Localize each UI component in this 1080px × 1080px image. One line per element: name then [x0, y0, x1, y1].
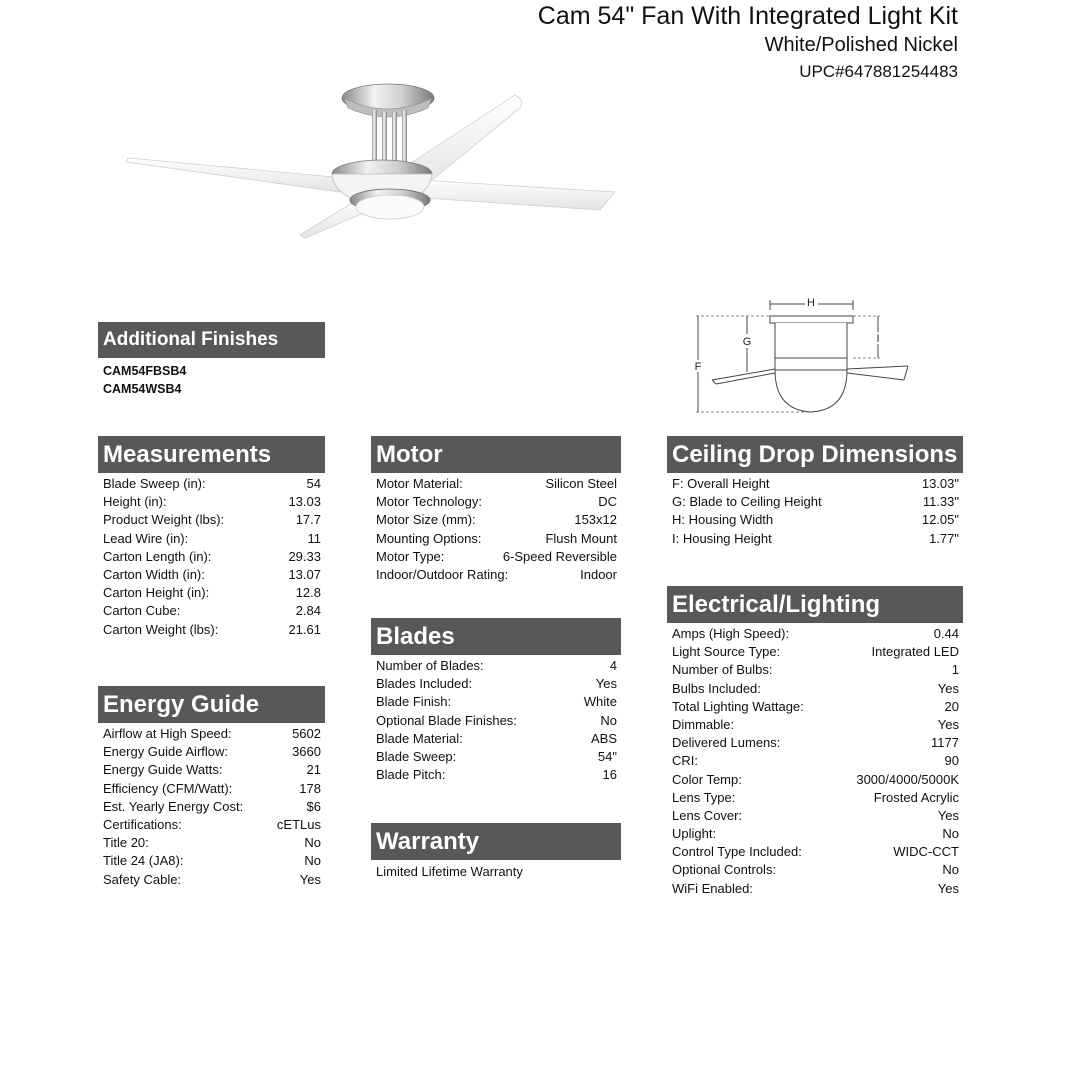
spec-label: Control Type Included: — [672, 844, 802, 860]
spec-value: 13.07 — [288, 566, 321, 582]
spec-row — [376, 548, 617, 566]
spec-value: cETLus — [276, 816, 321, 832]
spec-label: Title 24 (JA8): — [103, 853, 184, 869]
spec-value: Yes — [937, 716, 959, 732]
spec-row — [103, 871, 321, 889]
spec-label: Carton Height (in): — [103, 585, 210, 601]
spec-row — [672, 861, 959, 879]
spec-value: 4 — [609, 658, 617, 673]
spec-label: CRI: — [672, 753, 698, 769]
spec-value: No — [304, 853, 321, 869]
spec-value: 6-Speed Reversible — [502, 548, 617, 564]
section-heading: Additional Finishes — [98, 322, 325, 358]
section-heading: Blades — [371, 618, 621, 655]
warranty-text: Limited Lifetime Warranty — [376, 864, 523, 879]
spec-label: Blades Included: — [376, 676, 473, 692]
spec-value: Yes — [937, 807, 959, 823]
spec-value: Yes — [937, 880, 959, 896]
spec-value: 17.7 — [295, 512, 321, 528]
spec-row — [103, 602, 321, 620]
spec-value: 54" — [597, 748, 617, 764]
spec-row — [376, 511, 617, 529]
spec-row — [376, 566, 617, 584]
section-heading: Motor — [371, 436, 621, 473]
spec-value: 1 — [951, 662, 959, 678]
spec-value: 5602 — [292, 726, 321, 741]
spec-label: Lens Type: — [672, 789, 736, 805]
spec-row — [103, 780, 321, 798]
spec-row — [672, 698, 959, 716]
spec-value: Flush Mount — [545, 530, 617, 546]
spec-row — [672, 716, 959, 734]
electrical-lighting-section — [667, 586, 963, 898]
section-heading: Measurements — [98, 436, 325, 473]
spec-row — [103, 493, 321, 511]
spec-value: 0.44 — [933, 626, 959, 641]
spec-label: I: Housing Height — [672, 530, 772, 546]
spec-value: Frosted Acrylic — [873, 789, 959, 805]
spec-value: White — [583, 694, 617, 710]
spec-row — [672, 843, 959, 861]
spec-label: Blade Sweep (in): — [103, 476, 206, 491]
spec-label: Airflow at High Speed: — [103, 726, 232, 741]
section-heading: Electrical/Lighting — [667, 586, 963, 623]
spec-value: No — [942, 862, 959, 878]
spec-label: Carton Width (in): — [103, 566, 205, 582]
spec-row — [672, 493, 959, 511]
spec-row — [672, 734, 959, 752]
spec-label: Mounting Options: — [376, 530, 482, 546]
product-title: Cam 54" Fan With Integrated Light Kit — [537, 2, 958, 30]
diagram-label-f: F — [694, 361, 702, 373]
spec-label: Number of Blades: — [376, 658, 484, 673]
spec-label: Motor Technology: — [376, 494, 482, 510]
spec-label: Carton Length (in): — [103, 548, 212, 564]
spec-value: 13.03" — [921, 476, 959, 491]
spec-value: 16 — [602, 767, 617, 783]
spec-label: WiFi Enabled: — [672, 880, 753, 896]
spec-value: 20 — [944, 698, 959, 714]
spec-row — [376, 530, 617, 548]
spec-label: H: Housing Width — [672, 512, 774, 528]
spec-row — [672, 643, 959, 661]
spec-row — [376, 675, 617, 693]
spec-label: Blade Pitch: — [376, 767, 446, 783]
spec-label: Energy Guide Watts: — [103, 762, 223, 778]
spec-row — [103, 475, 321, 493]
diagram-label-h: H — [807, 297, 815, 309]
spec-label: Height (in): — [103, 494, 167, 510]
spec-value: No — [942, 826, 959, 842]
ceiling-drop-section — [667, 436, 963, 548]
spec-label: Motor Material: — [376, 476, 463, 491]
motor-section — [371, 436, 621, 584]
spec-value: 12.05" — [921, 512, 959, 528]
warranty-section — [371, 823, 621, 879]
spec-value: $6 — [306, 798, 321, 814]
spec-value: 153x12 — [574, 512, 617, 528]
spec-label: Carton Cube: — [103, 603, 181, 619]
spec-row — [376, 712, 617, 730]
spec-value: 178 — [299, 780, 321, 796]
spec-value: 3000/4000/5000K — [856, 771, 959, 787]
spec-label: Safety Cable: — [103, 871, 182, 887]
spec-value: 11 — [307, 530, 321, 546]
spec-row — [103, 584, 321, 602]
spec-label: Indoor/Outdoor Rating: — [376, 566, 509, 582]
spec-label: Carton Weight (lbs): — [103, 621, 219, 637]
spec-label: Optional Controls: — [672, 862, 777, 878]
spec-label: G: Blade to Ceiling Height — [672, 494, 822, 510]
spec-value: 11.33" — [922, 494, 959, 510]
spec-label: Uplight: — [672, 826, 717, 842]
spec-row — [376, 748, 617, 766]
spec-value: Indoor — [580, 566, 617, 582]
spec-label: Blade Material: — [376, 730, 463, 746]
spec-row — [103, 816, 321, 834]
spec-label: Lens Cover: — [672, 807, 743, 823]
spec-label: Amps (High Speed): — [672, 626, 790, 641]
spec-value: 1.77" — [929, 530, 959, 546]
spec-row — [376, 657, 617, 675]
product-upc: UPC#647881254483 — [799, 62, 958, 81]
spec-row — [672, 625, 959, 643]
spec-value: 2.84 — [295, 603, 321, 619]
spec-row — [376, 475, 617, 493]
spec-label: Efficiency (CFM/Watt): — [103, 780, 233, 796]
ceiling-drop-diagram — [690, 292, 920, 422]
spec-label: Bulbs Included: — [672, 680, 761, 696]
energy-guide-section — [98, 686, 325, 889]
spec-row — [103, 725, 321, 743]
spec-label: Title 20: — [103, 835, 149, 851]
spec-row — [103, 511, 321, 529]
spec-value: ABS — [590, 730, 617, 746]
spec-row — [103, 548, 321, 566]
spec-label: Motor Size (mm): — [376, 512, 476, 528]
spec-label: Energy Guide Airflow: — [103, 744, 229, 760]
additional-finishes-section — [98, 322, 325, 398]
spec-label: Delivered Lumens: — [672, 735, 781, 751]
spec-value: 12.8 — [295, 585, 321, 601]
spec-row — [103, 566, 321, 584]
spec-label: Dimmable: — [672, 716, 735, 732]
spec-label: Lead Wire (in): — [103, 530, 189, 546]
spec-row — [672, 789, 959, 807]
spec-value: No — [304, 835, 321, 851]
spec-label: Product Weight (lbs): — [103, 512, 225, 528]
product-finish: White/Polished Nickel — [764, 34, 958, 56]
spec-label: Optional Blade Finishes: — [376, 712, 517, 728]
spec-label: Total Lighting Wattage: — [672, 698, 804, 714]
spec-value: Integrated LED — [871, 644, 959, 660]
section-heading: Ceiling Drop Dimensions — [667, 436, 963, 473]
finish-item: CAM54FBSB4 — [103, 364, 187, 378]
spec-row — [376, 766, 617, 784]
fan-product-image — [120, 80, 620, 245]
spec-row — [672, 530, 959, 548]
spec-row — [672, 661, 959, 679]
spec-row — [103, 743, 321, 761]
spec-value: DC — [598, 494, 617, 510]
spec-row — [672, 680, 959, 698]
spec-row — [376, 693, 617, 711]
spec-label: Certifications: — [103, 816, 182, 832]
spec-label: Color Temp: — [672, 771, 742, 787]
spec-value: WIDC-CCT — [893, 844, 959, 860]
spec-row — [376, 493, 617, 511]
spec-label: Blade Sweep: — [376, 748, 457, 764]
spec-row — [672, 511, 959, 529]
spec-label: Blade Finish: — [376, 694, 452, 710]
finish-item: CAM54WSB4 — [103, 382, 182, 396]
spec-label: F: Overall Height — [672, 476, 770, 491]
spec-value: 21 — [306, 762, 321, 778]
spec-row — [672, 752, 959, 770]
spec-row — [376, 730, 617, 748]
spec-row — [103, 834, 321, 852]
spec-row — [672, 880, 959, 898]
spec-value: Yes — [299, 871, 321, 887]
spec-value: 21.61 — [288, 621, 321, 637]
spec-row — [672, 807, 959, 825]
measurements-section — [98, 436, 325, 639]
spec-row — [103, 621, 321, 639]
section-heading: Warranty — [371, 823, 621, 860]
spec-value: 3660 — [292, 744, 321, 760]
spec-row — [103, 761, 321, 779]
spec-label: Motor Type: — [376, 548, 445, 564]
spec-value: 1177 — [931, 735, 959, 751]
spec-row — [672, 771, 959, 789]
spec-value: 13.03 — [288, 494, 321, 510]
spec-row — [103, 798, 321, 816]
spec-value: Yes — [937, 680, 959, 696]
spec-value: Yes — [595, 676, 617, 692]
spec-value: 29.33 — [288, 548, 321, 564]
spec-value: Silicon Steel — [545, 476, 617, 491]
diagram-label-i: I — [876, 333, 880, 345]
spec-row — [672, 825, 959, 843]
spec-row — [103, 530, 321, 548]
blades-section — [371, 618, 621, 784]
spec-row — [103, 852, 321, 870]
spec-value: No — [600, 712, 617, 728]
spec-label: Light Source Type: — [672, 644, 781, 660]
diagram-label-g: G — [742, 336, 752, 348]
section-heading: Energy Guide — [98, 686, 325, 723]
spec-label: Est. Yearly Energy Cost: — [103, 798, 244, 814]
spec-value: 90 — [944, 753, 959, 769]
spec-label: Number of Bulbs: — [672, 662, 773, 678]
spec-value: 54 — [306, 476, 321, 491]
spec-row — [672, 475, 959, 493]
